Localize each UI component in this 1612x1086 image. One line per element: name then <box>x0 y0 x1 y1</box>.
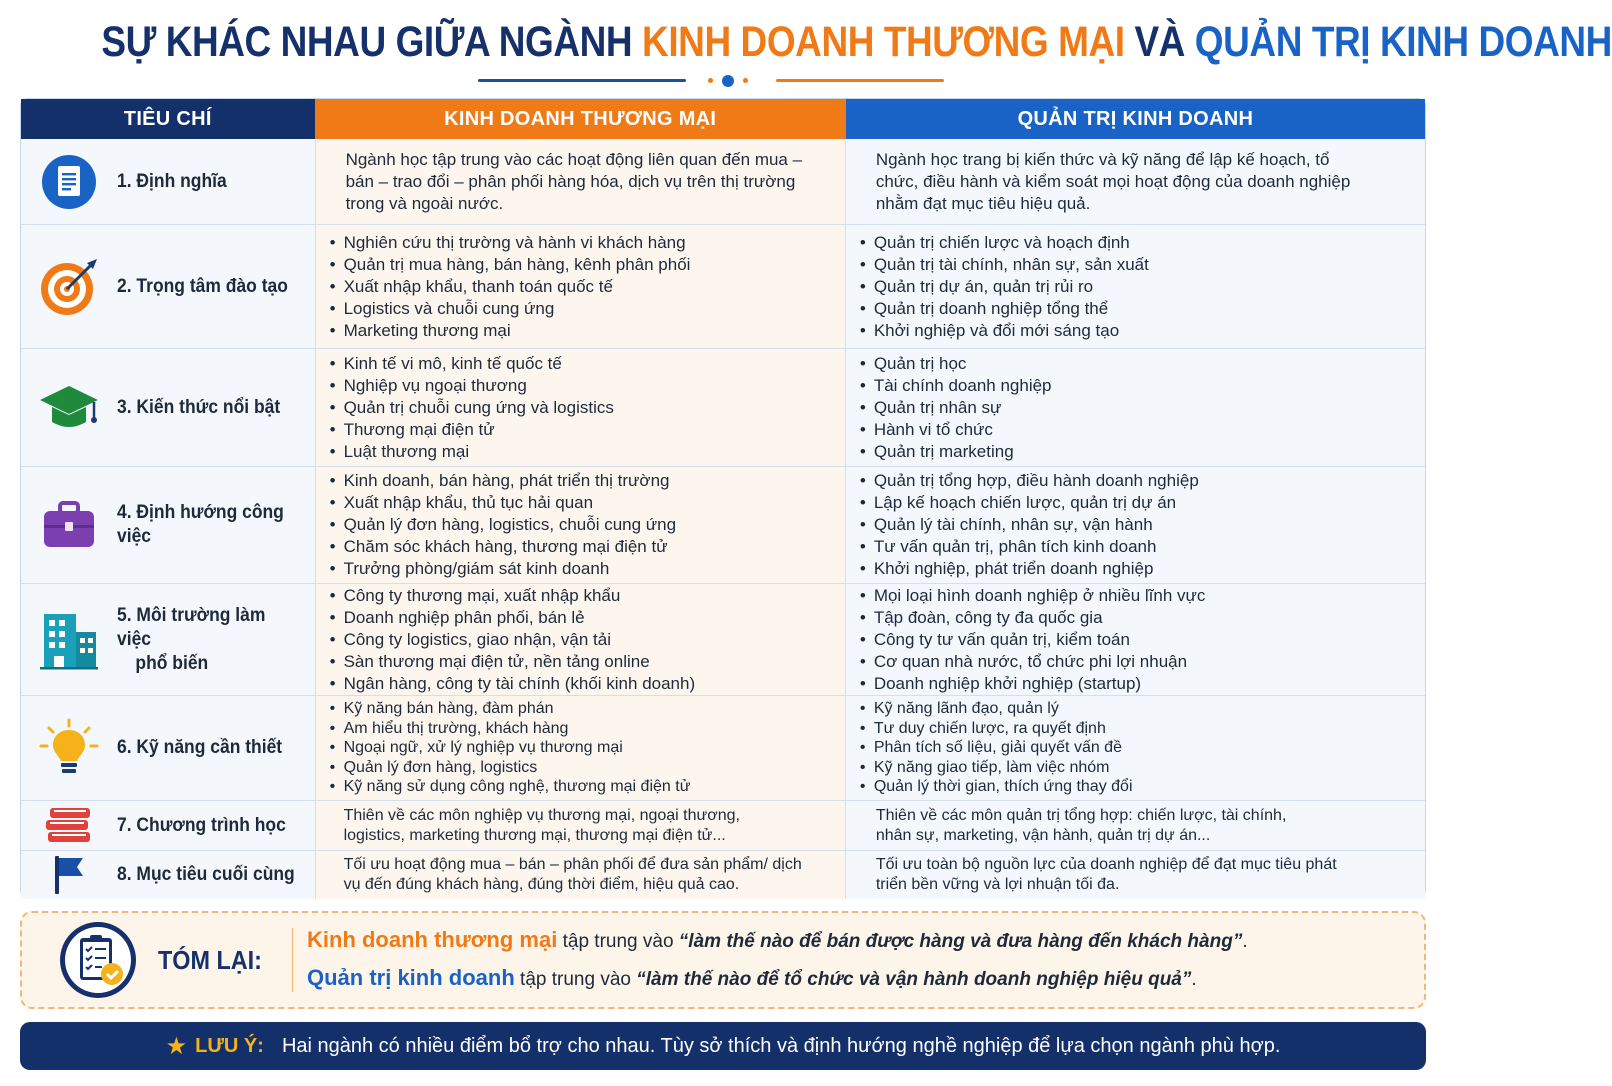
criterion-cell <box>21 467 315 583</box>
summary-text: . <box>1242 931 1248 952</box>
kdtm-cell <box>315 696 846 800</box>
table-row <box>21 348 1425 466</box>
qtkd-goal: Tối ưu toàn bộ nguồn lực của doanh nghiệp để đạt mục tiêu phát triển bền vững và lợi nhuận tối đa. <box>875 856 1337 893</box>
table-row <box>21 466 1425 583</box>
list-item: • Chăm sóc khách hàng, thương mại điện tử <box>330 536 845 558</box>
list-item: • Kỹ năng lãnh đạo, quản lý <box>860 699 1425 719</box>
title-decoration <box>0 74 1448 88</box>
document-icon <box>21 154 117 210</box>
qtkd-program: Thiên về các môn quản trị tổng hợp: chiến lược, tài chính, nhân sự, marketing, vận hành, quản trị dự án... <box>875 806 1287 844</box>
flag-icon <box>21 854 117 896</box>
page-title <box>101 18 1612 67</box>
list-item: • Quản lý tài chính, nhân sự, vận hành <box>860 514 1425 536</box>
list-item: • Ngân hàng, công ty tài chính (khối kinh doanh) <box>330 673 845 695</box>
list-item: • Am hiểu thị trường, khách hàng <box>330 719 845 739</box>
criterion-cell <box>21 801 315 850</box>
criterion-label: 3. Kiến thức nổi bật <box>117 396 281 418</box>
list-item: • Xuất nhập khẩu, thanh toán quốc tế <box>330 276 845 298</box>
qtkd-definition: Ngành học trang bị kiến thức và kỹ năng để lập kế hoạch, tổ chức, điều hành và kiểm soát mọi hoạt động của doanh nghiệp nhằm đạt mục tiêu hiệu quả. <box>875 149 1351 213</box>
list-item: • Công ty thương mại, xuất nhập khẩu <box>330 585 845 607</box>
kdtm-list <box>330 470 845 580</box>
graduation-cap-icon <box>21 382 117 434</box>
kdtm-goal: Tối ưu hoạt động mua – bán – phân phối để đưa sản phẩm/ dịch vụ đến đúng khách hàng, đúng thời điểm, hiệu quả cao. <box>343 856 802 893</box>
list-item: • Công ty logistics, giao nhận, vận tải <box>330 629 845 651</box>
list-item: • Quản trị tổng hợp, điều hành doanh nghiệp <box>860 470 1425 492</box>
header-qtkd: QUẢN TRỊ KINH DOANH <box>846 99 1425 139</box>
list-item: • Cơ quan nhà nước, tổ chức phi lợi nhuận <box>860 651 1425 673</box>
qtkd-cell <box>846 851 1425 899</box>
list-item: • Quản trị nhân sự <box>860 397 1425 419</box>
criterion-label: 4. Định hướng công việc <box>117 502 284 547</box>
list-item: • Quản trị tài chính, nhân sự, sản xuất <box>860 254 1425 276</box>
list-item: • Quản trị chiến lược và hoạch định <box>860 232 1425 254</box>
criterion-line-1: 5. Môi trường làm việc <box>117 604 266 650</box>
deco-dot-large <box>722 75 734 87</box>
summary-quote-qtkd: “làm thế nào để tổ chức và vận hành doanh nghiệp hiệu quả” <box>636 969 1192 990</box>
list-item: • Kỹ năng sử dụng công nghệ, thương mại điện tử <box>330 777 845 797</box>
list-item: • Doanh nghiệp khởi nghiệp (startup) <box>860 673 1425 695</box>
list-item: • Quản lý thời gian, thích ứng thay đổi <box>860 777 1425 797</box>
criterion-label: 8. Mục tiêu cuối cùng <box>117 864 295 885</box>
list-item: • Quản trị marketing <box>860 441 1425 463</box>
list-item: • Kinh doanh, bán hàng, phát triển thị trường <box>330 470 845 492</box>
list-item: • Quản lý đơn hàng, logistics <box>330 758 845 778</box>
list-item: • Quản trị dự án, quản trị rủi ro <box>860 276 1425 298</box>
table-row <box>21 850 1425 899</box>
summary-line-kdtm <box>307 922 1248 960</box>
list-item: • Sàn thương mại điện tử, nền tảng online <box>330 651 845 673</box>
criterion-cell <box>21 696 315 800</box>
list-item: • Tài chính doanh nghiệp <box>860 375 1425 397</box>
criterion-label: 7. Chương trình học <box>117 814 286 836</box>
qtkd-cell <box>846 225 1425 348</box>
list-item: • Xuất nhập khẩu, thủ tục hải quan <box>330 492 845 514</box>
list-item: • Công ty tư vấn quản trị, kiểm toán <box>860 629 1425 651</box>
summary-label: TÓM LẠI: <box>158 944 262 975</box>
kdtm-cell <box>315 139 846 224</box>
checklist-icon <box>58 920 138 1000</box>
comparison-table <box>20 98 1426 898</box>
qtkd-cell <box>846 467 1425 583</box>
criterion-label: 1. Định nghĩa <box>117 170 227 192</box>
kdtm-cell <box>315 225 846 348</box>
list-item: • Quản trị học <box>860 353 1425 375</box>
criterion-line-2: phổ biến <box>135 652 209 674</box>
title-part-kdtm: KINH DOANH THƯƠNG MẠI <box>642 18 1125 66</box>
header-kdtm: KINH DOANH THƯƠNG MẠI <box>315 99 846 139</box>
note-label: LƯU Ý: <box>195 1034 264 1057</box>
list-item: • Tập đoàn, công ty đa quốc gia <box>860 607 1425 629</box>
qtkd-list <box>860 470 1425 580</box>
list-item: • Quản trị mua hàng, bán hàng, kênh phân phối <box>330 254 845 276</box>
list-item: • Hành vi tổ chức <box>860 419 1425 441</box>
qtkd-cell <box>846 139 1425 224</box>
qtkd-list <box>860 353 1425 463</box>
list-item: • Logistics và chuỗi cung ứng <box>330 298 845 320</box>
list-item: • Marketing thương mại <box>330 320 845 342</box>
kdtm-cell <box>315 349 846 466</box>
summary-line-qtkd <box>307 960 1248 998</box>
list-item: • Kỹ năng bán hàng, đàm phán <box>330 699 845 719</box>
criterion-label <box>117 604 299 676</box>
title-underline-blue <box>478 79 686 82</box>
summary-quote-kdtm: “làm thế nào để bán được hàng và đưa hàng đến khách hàng” <box>678 931 1243 952</box>
qtkd-list <box>860 699 1425 797</box>
title-part-and: VÀ <box>1124 18 1195 66</box>
building-icon <box>21 610 117 670</box>
list-item: • Kinh tế vi mô, kinh tế quốc tế <box>330 353 845 375</box>
books-icon <box>21 806 117 846</box>
lightbulb-icon <box>21 718 117 778</box>
list-item: • Tư vấn quản trị, phân tích kinh doanh <box>860 536 1425 558</box>
table-row <box>21 224 1425 348</box>
summary-box <box>20 911 1426 1009</box>
qtkd-list <box>860 585 1425 695</box>
list-item: • Kỹ năng giao tiếp, làm việc nhóm <box>860 758 1425 778</box>
summary-text: tập trung vào <box>514 969 637 990</box>
list-item: • Nghiên cứu thị trường và hành vi khách hàng <box>330 232 845 254</box>
list-item: • Quản lý đơn hàng, logistics, chuỗi cung ứng <box>330 514 845 536</box>
kdtm-list <box>330 353 845 463</box>
deco-dot <box>743 78 748 83</box>
criterion-cell <box>21 225 315 348</box>
title-part-qtkd: QUẢN TRỊ KINH DOANH <box>1194 18 1612 66</box>
summary-divider <box>292 928 293 992</box>
kdtm-definition: Ngành học tập trung vào các hoạt động liên quan đến mua – bán – trao đổi – phân phối hàng hóa, dịch vụ trên thị trường trong và ngoài nước. <box>345 149 803 213</box>
qtkd-cell <box>846 584 1425 695</box>
note-banner <box>20 1022 1426 1070</box>
briefcase-icon <box>21 499 117 551</box>
kdtm-list <box>330 232 845 342</box>
list-item: • Quản trị doanh nghiệp tổng thể <box>860 298 1425 320</box>
list-item: • Nghiệp vụ ngoại thương <box>330 375 845 397</box>
kdtm-cell <box>315 851 846 899</box>
kdtm-list <box>330 699 845 797</box>
table-row <box>21 800 1425 850</box>
note-text: Hai ngành có nhiều điểm bổ trợ cho nhau. Tùy sở thích và định hướng nghề nghiệp để lựa chọn ngành phù hợp. <box>281 1034 1281 1057</box>
kdtm-cell <box>315 467 846 583</box>
table-row <box>21 695 1425 800</box>
list-item: • Doanh nghiệp phân phối, bán lẻ <box>330 607 845 629</box>
header-criteria: TIÊU CHÍ <box>21 99 315 139</box>
criterion-cell <box>21 584 315 695</box>
table-row <box>21 583 1425 695</box>
list-item: • Quản trị chuỗi cung ứng và logistics <box>330 397 845 419</box>
list-item: • Trưởng phòng/giám sát kinh doanh <box>330 558 845 580</box>
list-item: • Thương mại điện tử <box>330 419 845 441</box>
criterion-cell <box>21 139 315 224</box>
list-item: • Mọi loại hình doanh nghiệp ở nhiều lĩnh vực <box>860 585 1425 607</box>
list-item: • Luật thương mại <box>330 441 845 463</box>
qtkd-list <box>860 232 1425 342</box>
summary-key-kdtm: Kinh doanh thương mại <box>307 927 558 952</box>
summary-text: tập trung vào <box>557 931 679 952</box>
list-item: • Lập kế hoạch chiến lược, quản trị dự án <box>860 492 1425 514</box>
qtkd-cell <box>846 801 1425 850</box>
summary-key-qtkd: Quản trị kinh doanh <box>307 965 515 990</box>
criterion-label: 6. Kỹ năng cần thiết <box>117 737 283 758</box>
list-item: • Ngoại ngữ, xử lý nghiệp vụ thương mại <box>330 738 845 758</box>
title-part-1: SỰ KHÁC NHAU GIỮA NGÀNH <box>101 18 643 66</box>
criterion-label: 2. Trọng tâm đào tạo <box>117 275 288 297</box>
kdtm-cell <box>315 801 846 850</box>
qtkd-cell <box>846 349 1425 466</box>
table-row <box>21 139 1425 224</box>
kdtm-list <box>330 585 845 695</box>
table-header <box>21 99 1425 139</box>
criterion-cell <box>21 851 315 899</box>
summary-text: . <box>1191 969 1197 990</box>
criterion-cell <box>21 349 315 466</box>
summary-lines <box>307 922 1248 998</box>
qtkd-cell <box>846 696 1425 800</box>
list-item: • Tư duy chiến lược, ra quyết định <box>860 719 1425 739</box>
kdtm-program: Thiên về các môn nghiệp vụ thương mại, ngoại thương, logistics, marketing thương mại, thương mại điện tử... <box>343 806 740 844</box>
list-item: • Khởi nghiệp và đổi mới sáng tạo <box>860 320 1425 342</box>
deco-dot <box>708 78 713 83</box>
list-item: • Khởi nghiệp, phát triển doanh nghiệp <box>860 558 1425 580</box>
list-item: • Phân tích số liệu, giải quyết vấn đề <box>860 738 1425 758</box>
title-underline-orange <box>776 79 944 82</box>
kdtm-cell <box>315 584 846 695</box>
target-icon <box>21 257 117 317</box>
star-icon: ★ <box>165 1032 188 1060</box>
